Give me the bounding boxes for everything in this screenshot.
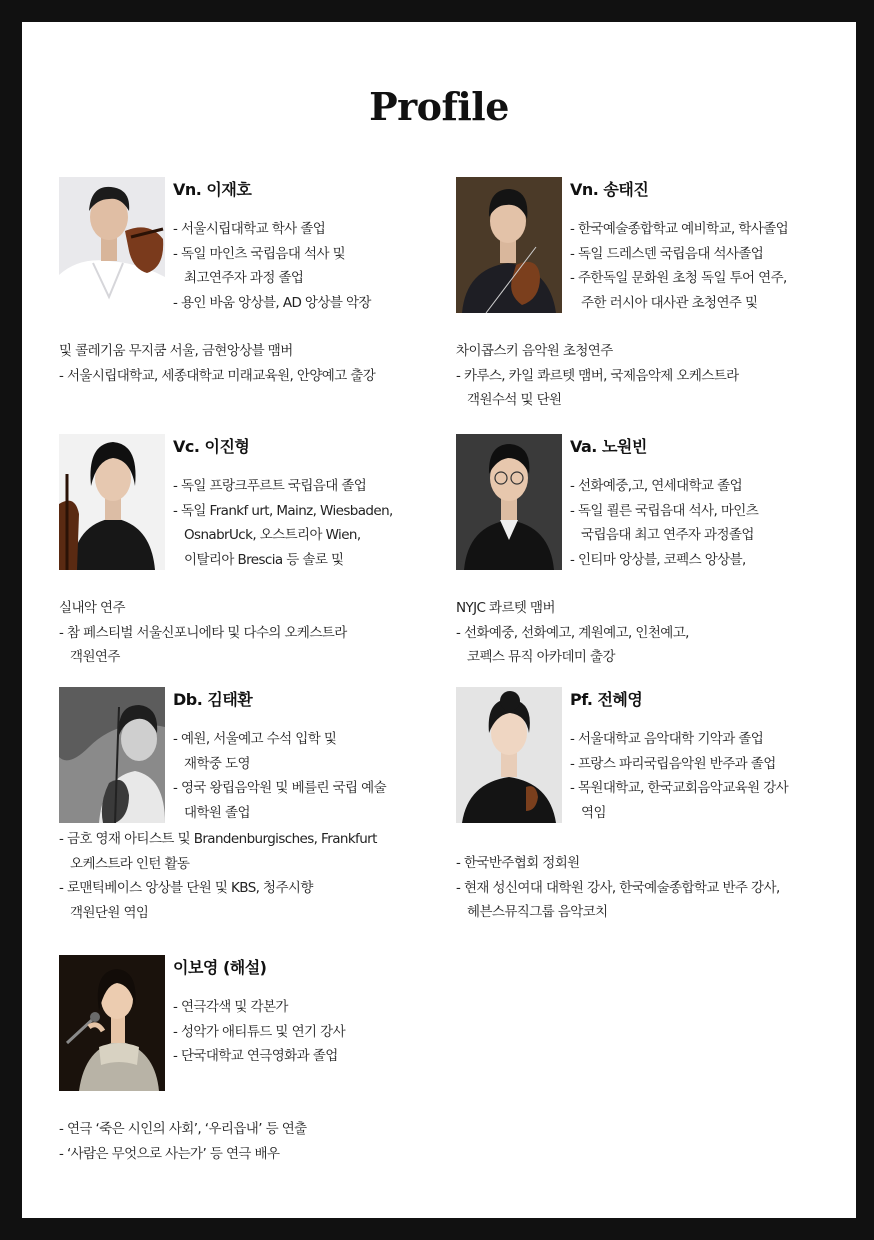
career-item: - 연극각색 및 각본가 [173, 999, 288, 1015]
page-title: Profile [369, 84, 509, 129]
career-list-continued [456, 851, 826, 925]
career-list [173, 995, 423, 1069]
career-list [570, 217, 820, 315]
career-item: - 용인 바움 앙상블, AD 앙상블 악장 [173, 294, 371, 311]
portrait-photo [59, 955, 165, 1091]
career-item: - 서울시립대학교, 세종대학교 미래교육원, 안양예고 출강 [59, 367, 376, 384]
career-item: - 금호 영재 아티스트 및 Brandenburgisches, Frankfurt 오케스트라 인턴 활동 [59, 831, 377, 872]
performer-name: 이보영 (해설) [173, 958, 267, 977]
career-item: - 서울대학교 음악대학 기악과 졸업 [570, 731, 764, 747]
performer-name: Db. 김태환 [173, 690, 253, 709]
performer-name: Vc. 이진형 [173, 437, 250, 456]
career-item: - 선화예중, 선화예고, 계원예고, 인천예고, 코펙스 뮤직 아카데미 출강 [456, 624, 689, 665]
career-item: - 목원대학교, 한국교회음악교육원 강사 역임 [570, 780, 789, 821]
career-item: - 독일 Frankf urt, Mainz, Wiesbaden, OsnabrUck, 오스트리아 Wien, 이탈리아 Brescia 등 솔로 및 [173, 502, 393, 568]
career-item: - 현재 성신여대 대학원 강사, 한국예술종합학교 반주 강사, 헤븐스뮤직그룹 음악코치 [456, 879, 780, 920]
career-item: - 독일 쾰른 국립음대 석사, 마인츠 국립음대 최고 연주자 과정졸업 [570, 502, 759, 543]
career-list-continued [59, 596, 429, 670]
career-list-continued [59, 827, 429, 925]
portrait-photo [456, 687, 562, 823]
career-item: - 독일 프랑크푸르트 국립음대 졸업 [173, 478, 367, 494]
career-item: - 인티마 앙상블, 코펙스 앙상블, [570, 551, 746, 568]
portrait-photo [59, 177, 165, 313]
performer-name: Pf. 전혜영 [570, 690, 643, 709]
career-list-continued [456, 596, 826, 670]
career-item: 실내악 연주 [59, 600, 125, 616]
career-item: - 프랑스 파리국립음악원 반주과 졸업 [570, 755, 776, 772]
career-item: 차이콥스키 음악원 초청연주 [456, 343, 613, 359]
career-item: - 로맨틱베이스 앙상블 단원 및 KBS, 청주시향 객원단원 역임 [59, 880, 313, 921]
career-list [173, 474, 423, 572]
career-item: - 선화예중,고, 연세대학교 졸업 [570, 478, 743, 494]
career-item: - 주한독일 문화원 초청 독일 투어 연주, 주한 러시아 대사관 초청연주 및 [570, 270, 787, 311]
portrait-photo [456, 177, 562, 313]
performer-name: Va. 노원빈 [570, 437, 647, 456]
career-item: - 영국 왕립음악원 및 베를린 국립 예술 대학원 졸업 [173, 780, 387, 821]
career-list-continued [59, 339, 429, 388]
career-item: 및 콜레기움 무지쿰 서울, 금현앙상블 맴버 [59, 343, 293, 359]
portrait-photo [59, 434, 165, 570]
career-list-continued [456, 339, 826, 413]
career-item: - 성악가 애티튜드 및 연기 강사 [173, 1023, 346, 1040]
portrait-photo [59, 687, 165, 823]
career-item: - 독일 드레스덴 국립음대 석사졸업 [570, 245, 764, 262]
career-list [173, 217, 423, 315]
career-item: - 카루스, 카일 콰르텟 맴버, 국제음악제 오케스트라 객원수석 및 단원 [456, 367, 739, 408]
portrait-photo [456, 434, 562, 570]
career-list-continued [59, 1117, 429, 1166]
career-item: - 예원, 서울예고 수석 입학 및 재학중 도영 [173, 731, 337, 772]
performer-name: Vn. 이재호 [173, 180, 252, 199]
career-item: - 한국예술종합학교 예비학교, 학사졸업 [570, 221, 789, 237]
career-item: - 연극 ‘죽은 시인의 사회’, ‘우리읍내’ 등 연출 [59, 1121, 307, 1137]
career-item: - 서울시립대학교 학사 졸업 [173, 221, 326, 237]
performer-name: Vn. 송태진 [570, 180, 649, 199]
career-item: - 독일 마인츠 국립음대 석사 및 최고연주자 과정 졸업 [173, 245, 346, 286]
career-item: - 단국대학교 연극영화과 졸업 [173, 1048, 338, 1064]
career-list [570, 474, 820, 572]
career-item: - 한국반주협회 정회원 [456, 855, 580, 871]
career-item: - ‘사람은 무엇으로 사는가’ 등 연극 배우 [59, 1145, 280, 1162]
career-list [570, 727, 820, 825]
career-item: - 참 페스티벌 서울신포니에타 및 다수의 오케스트라 객원연주 [59, 624, 347, 665]
career-item: NYJC 콰르텟 맴버 [456, 600, 555, 616]
profile-sheet [22, 22, 856, 1218]
career-list [173, 727, 423, 825]
